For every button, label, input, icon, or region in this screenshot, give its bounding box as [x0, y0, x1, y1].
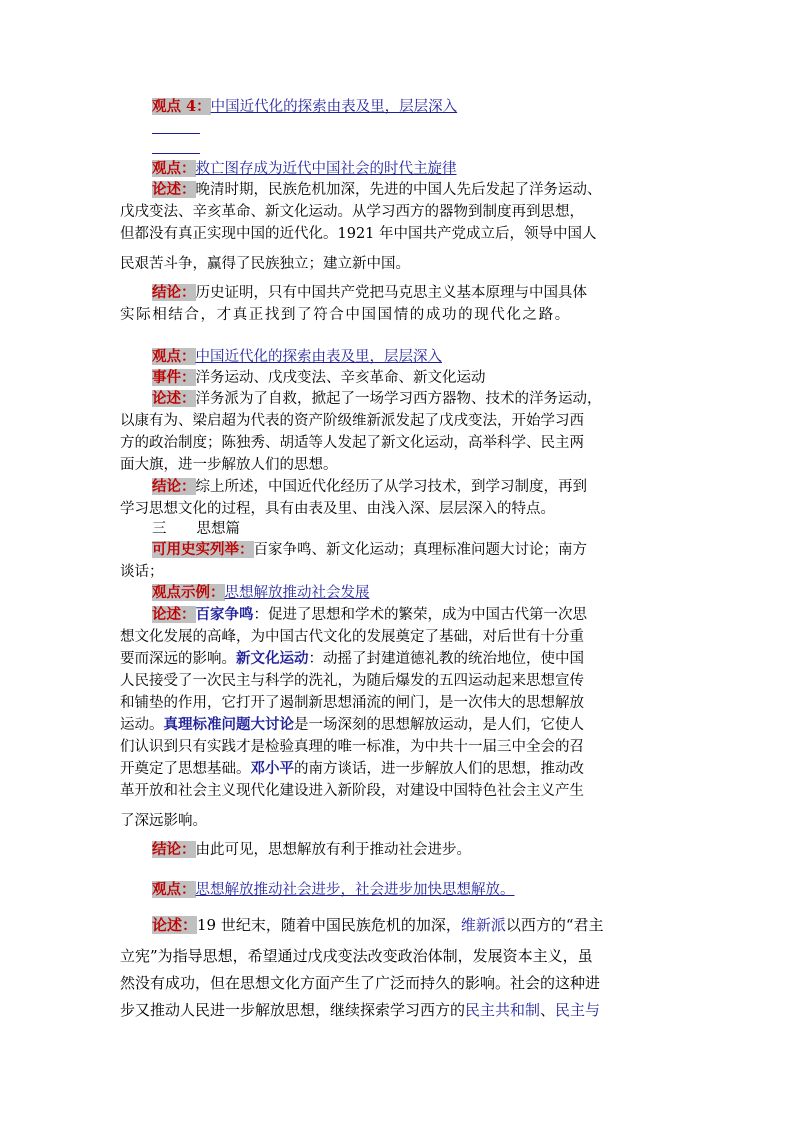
viewpoint-title: 思想解放推动社会进步，社会进步加快思想解放。: [195, 882, 515, 898]
argument-text: 洋务派为了自救，掀起了一场学习西方器物、技术的洋务运动，: [195, 391, 602, 407]
argument-line: 革开放和社会主义现代化建设进入新阶段，对建设中国特色社会主义产生: [120, 783, 584, 799]
argument-line: [152, 389, 602, 409]
argument-label: 论述：: [152, 390, 196, 407]
argument-line: 了深远影响。: [120, 813, 207, 829]
argument-line: [120, 715, 584, 735]
argument-label: 论述：: [152, 606, 196, 623]
argument-text: 是一场深刻的思想解放运动，是人们，它使人: [294, 717, 584, 733]
conclusion-text: 由此可见，思想解放有利于推动社会进步。: [195, 842, 471, 858]
argument-text: 开奠定了思想基础。: [120, 761, 251, 777]
facts-line: [152, 540, 587, 560]
facts-text: 百家争鸣、新文化运动；真理标准问题大讨论；南方: [253, 542, 587, 558]
viewpoint-title: 救亡图存成为近代中国社会的时代主旋律: [195, 161, 457, 177]
keyword: 百家争鸣: [195, 606, 254, 623]
conclusion-text: 历史证明，只有中国共产党把马克思主义基本原理与中国具体: [195, 285, 587, 301]
facts-label: 可用史实列举：: [152, 541, 254, 558]
heading-title: 中国近代化的探索由表及里，层层深入: [210, 99, 458, 115]
argument-line: 们认识到只有实践才是检验真理的唯一标准，为中共十一届三中全会的召: [120, 739, 584, 755]
argument-line: [152, 605, 587, 625]
argument-text: 19 世纪末，随着中国民族危机的加深，: [197, 916, 461, 934]
keyword: 新文化运动: [236, 650, 309, 667]
argument-text: 运动。: [120, 717, 164, 733]
event-label: 事件：: [152, 369, 196, 386]
argument-line: 想文化发展的高峰，为中国古代文化的发展奠定了基础，对后世有十分重: [120, 629, 584, 645]
argument-line: [152, 915, 604, 935]
argument-line: 民艰苦斗争，赢得了民族独立；建立新中国。: [120, 256, 410, 272]
keyword: 真理标准问题大讨论: [163, 716, 294, 733]
argument-line: 以康有为、梁启超为代表的资产阶级维新派发起了戊戌变法，开始学习西: [120, 413, 584, 429]
heading-label: 观点 4：: [152, 98, 211, 115]
argument-line: 人民接受了一次民主与科学的洗礼，为随后爆发的五四运动起来思想宣传: [120, 673, 584, 689]
viewpoint-line: [152, 880, 515, 900]
keyword: 民主与: [555, 1001, 601, 1019]
conclusion-label: 结论：: [152, 478, 196, 495]
keyword: 维新派: [460, 916, 506, 934]
viewpoint-line: [152, 347, 442, 367]
conclusion-line: [152, 840, 471, 860]
argument-text: 要而深远的影响。: [120, 651, 236, 667]
underline-blank: [152, 153, 200, 154]
argument-line: [152, 180, 602, 200]
viewpoint-label: 观点：: [152, 348, 196, 365]
argument-line: [120, 1000, 600, 1020]
conclusion-label: 结论：: [152, 284, 196, 301]
event-text: 洋务运动、戊戌变法、辛亥革命、新文化运动: [195, 370, 486, 386]
example-title: 思想解放推动社会发展: [224, 585, 370, 601]
facts-line: 谈话；: [120, 564, 164, 580]
argument-line: 方的政治制度；陈独秀、胡适等人发起了新文化运动，高举科学、民主两: [120, 435, 584, 451]
viewpoint-line: [152, 159, 457, 179]
example-line: [152, 583, 370, 603]
section-heading: [152, 97, 457, 117]
argument-text: ：促进了思想和学术的繁荣，成为中国古代第一次思: [253, 607, 587, 623]
argument-text: 晚清时期，民族危机加深，先进的中国人先后发起了洋务运动、: [195, 182, 602, 198]
keyword: 民主共和制: [465, 1001, 541, 1019]
argument-text: 以西方的“君主: [505, 916, 604, 934]
argument-line: 和铺垫的作用，它打开了遏制新思想涌流的闸门，是一次伟大的思想解放: [120, 695, 584, 711]
example-label: 观点示例：: [152, 584, 225, 601]
underline-blank: [152, 133, 200, 134]
section-heading: [152, 519, 240, 539]
conclusion-text: 综上所述，中国近代化经历了从学习技术，到学习制度，再到: [195, 479, 587, 495]
argument-text: 、: [540, 1001, 556, 1019]
argument-text: ：动摇了封建道德礼教的统治地位，使中国: [308, 651, 584, 667]
argument-label: 论述：: [152, 181, 196, 198]
argument-label: 论述：: [152, 916, 198, 934]
conclusion-label: 结论：: [152, 841, 196, 858]
argument-line: 然没有成功，但在思想文化方面产生了广泛而持久的影响。社会的这种进: [120, 974, 601, 992]
viewpoint-title: 中国近代化的探索由表及里，层层深入: [195, 349, 442, 365]
argument-line: 戊戌变法、辛亥革命、新文化运动。从学习西方的器物到制度再到思想，: [120, 204, 584, 220]
keyword: 邓小平: [250, 760, 294, 777]
viewpoint-label: 观点：: [152, 160, 196, 177]
argument-line: 立宪”为指导思想，希望通过戊戌变法改变政治体制，发展资本主义，虽: [120, 947, 593, 965]
section-title: 思想篇: [196, 521, 240, 537]
viewpoint-label: 观点：: [152, 881, 196, 898]
conclusion-line: [152, 283, 587, 303]
argument-text: 步又推动人民进一步解放思想，继续探索学习西方的: [120, 1001, 466, 1019]
conclusion-line: 学习思想文化的过程，具有由表及里、由浅入深、层层深入的特点。: [120, 501, 555, 517]
section-number: 三: [152, 521, 167, 537]
argument-text: 的南方谈话，进一步解放人们的思想，推动改: [294, 761, 584, 777]
event-line: [152, 368, 486, 388]
argument-line: [120, 759, 584, 779]
argument-line: [120, 649, 584, 669]
argument-line: 但都没有真正实现中国的近代化。1921 年中国共产党成立后，领导中国人: [120, 226, 597, 242]
conclusion-line: 实际相结合，才真正找到了符合中国国情的成功的现代化之路。: [120, 307, 571, 323]
conclusion-line: [152, 477, 587, 497]
argument-line: 面大旗，进一步解放人们的思想。: [120, 457, 338, 473]
